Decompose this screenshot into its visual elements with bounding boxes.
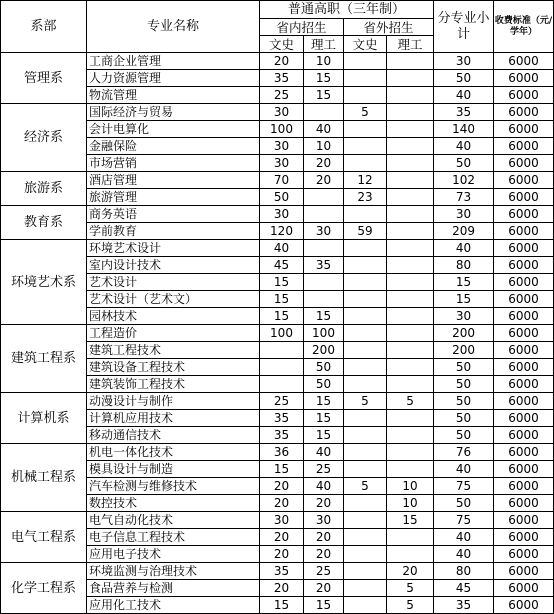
in-province-science-cell: 20 bbox=[304, 172, 344, 189]
in-province-liberal-arts-cell: 50 bbox=[260, 189, 304, 206]
major-cell: 环境监测与治理技术 bbox=[87, 563, 260, 580]
major-cell: 建筑设备工程技术 bbox=[87, 359, 260, 376]
table-row bbox=[1, 393, 554, 410]
in-province-liberal-arts-cell: 20 bbox=[260, 580, 304, 597]
in-province-science-cell: 20 bbox=[304, 495, 344, 512]
out-province-liberal-arts-cell: 59 bbox=[344, 223, 387, 240]
subtotal-cell: 80 bbox=[434, 563, 494, 580]
major-cell: 电子信息工程技术 bbox=[87, 529, 260, 546]
in-province-liberal-arts-cell: 45 bbox=[260, 257, 304, 274]
table-row bbox=[1, 53, 554, 70]
out-province-science-cell bbox=[387, 529, 434, 546]
fee-cell: 6000 bbox=[494, 342, 554, 359]
department-cell: 建筑工程系 bbox=[1, 325, 87, 393]
major-cell: 物流管理 bbox=[87, 87, 260, 104]
subtotal-cell: 75 bbox=[434, 478, 494, 495]
out-province-liberal-arts-cell bbox=[344, 376, 387, 393]
header-major-name: 专业名称 bbox=[87, 1, 260, 53]
in-province-liberal-arts-cell: 25 bbox=[260, 87, 304, 104]
in-province-science-cell: 20 bbox=[304, 155, 344, 172]
in-province-liberal-arts-cell: 30 bbox=[260, 206, 304, 223]
out-province-liberal-arts-cell: 12 bbox=[344, 172, 387, 189]
out-province-liberal-arts-cell bbox=[344, 580, 387, 597]
major-cell: 园林技术 bbox=[87, 308, 260, 325]
out-province-liberal-arts-cell bbox=[344, 325, 387, 342]
major-cell: 电气自动化技术 bbox=[87, 512, 260, 529]
out-province-liberal-arts-cell: 5 bbox=[344, 478, 387, 495]
fee-cell: 6000 bbox=[494, 546, 554, 563]
subtotal-cell: 80 bbox=[434, 257, 494, 274]
in-province-science-cell: 100 bbox=[304, 325, 344, 342]
in-province-liberal-arts-cell: 20 bbox=[260, 478, 304, 495]
subtotal-cell: 40 bbox=[434, 87, 494, 104]
out-province-science-cell: 5 bbox=[387, 597, 434, 614]
header-fee: 收费标准（元/学年） bbox=[494, 1, 554, 53]
in-province-science-cell: 15 bbox=[304, 308, 344, 325]
fee-cell: 6000 bbox=[494, 478, 554, 495]
in-province-liberal-arts-cell bbox=[260, 342, 304, 359]
in-province-science-cell: 50 bbox=[304, 359, 344, 376]
in-province-science-cell: 10 bbox=[304, 53, 344, 70]
fee-cell: 6000 bbox=[494, 461, 554, 478]
header-out-liberal-arts: 文史 bbox=[344, 36, 387, 53]
fee-cell: 6000 bbox=[494, 410, 554, 427]
subtotal-cell: 50 bbox=[434, 495, 494, 512]
out-province-liberal-arts-cell bbox=[344, 87, 387, 104]
department-cell: 化学工程系 bbox=[1, 563, 87, 614]
fee-cell: 6000 bbox=[494, 240, 554, 257]
in-province-liberal-arts-cell: 120 bbox=[260, 223, 304, 240]
department-cell: 机械工程系 bbox=[1, 444, 87, 512]
in-province-science-cell bbox=[304, 206, 344, 223]
out-province-science-cell: 20 bbox=[387, 563, 434, 580]
out-province-liberal-arts-cell bbox=[344, 461, 387, 478]
out-province-science-cell bbox=[387, 325, 434, 342]
in-province-science-cell: 15 bbox=[304, 87, 344, 104]
in-province-liberal-arts-cell: 15 bbox=[260, 274, 304, 291]
subtotal-cell: 209 bbox=[434, 223, 494, 240]
department-cell: 电气工程系 bbox=[1, 512, 87, 563]
fee-cell: 6000 bbox=[494, 427, 554, 444]
in-province-science-cell: 15 bbox=[304, 70, 344, 87]
header-program: 普通高职（三年制） bbox=[260, 1, 434, 19]
major-cell: 环境艺术设计 bbox=[87, 240, 260, 257]
major-cell: 工程造价 bbox=[87, 325, 260, 342]
subtotal-cell: 45 bbox=[434, 580, 494, 597]
subtotal-cell: 30 bbox=[434, 206, 494, 223]
fee-cell: 6000 bbox=[494, 580, 554, 597]
in-province-science-cell: 15 bbox=[304, 410, 344, 427]
major-cell: 计算机应用技术 bbox=[87, 410, 260, 427]
major-cell: 艺术设计 bbox=[87, 274, 260, 291]
in-province-science-cell: 15 bbox=[304, 597, 344, 614]
in-province-science-cell bbox=[304, 274, 344, 291]
major-cell: 市场营销 bbox=[87, 155, 260, 172]
header-in-province: 省内招生 bbox=[260, 19, 344, 36]
fee-cell: 6000 bbox=[494, 597, 554, 614]
subtotal-cell: 15 bbox=[434, 274, 494, 291]
fee-cell: 6000 bbox=[494, 53, 554, 70]
subtotal-cell: 50 bbox=[434, 70, 494, 87]
major-cell: 室内设计技术 bbox=[87, 257, 260, 274]
subtotal-cell: 35 bbox=[434, 597, 494, 614]
fee-cell: 6000 bbox=[494, 308, 554, 325]
fee-cell: 6000 bbox=[494, 529, 554, 546]
fee-cell: 6000 bbox=[494, 512, 554, 529]
fee-cell: 6000 bbox=[494, 223, 554, 240]
subtotal-cell: 30 bbox=[434, 53, 494, 70]
header-subtotal: 分专业小计 bbox=[434, 1, 494, 53]
out-province-science-cell bbox=[387, 155, 434, 172]
in-province-liberal-arts-cell: 35 bbox=[260, 70, 304, 87]
out-province-science-cell bbox=[387, 138, 434, 155]
in-province-liberal-arts-cell: 30 bbox=[260, 138, 304, 155]
out-province-science-cell bbox=[387, 70, 434, 87]
out-province-science-cell: 10 bbox=[387, 478, 434, 495]
fee-cell: 6000 bbox=[494, 495, 554, 512]
in-province-liberal-arts-cell: 30 bbox=[260, 512, 304, 529]
table-row bbox=[1, 444, 554, 461]
in-province-liberal-arts-cell: 30 bbox=[260, 155, 304, 172]
fee-cell: 6000 bbox=[494, 70, 554, 87]
out-province-liberal-arts-cell bbox=[344, 546, 387, 563]
in-province-science-cell: 40 bbox=[304, 478, 344, 495]
subtotal-cell: 40 bbox=[434, 461, 494, 478]
subtotal-cell: 50 bbox=[434, 376, 494, 393]
out-province-science-cell bbox=[387, 359, 434, 376]
subtotal-cell: 75 bbox=[434, 512, 494, 529]
major-cell: 国际经济与贸易 bbox=[87, 104, 260, 121]
out-province-liberal-arts-cell bbox=[344, 121, 387, 138]
major-cell: 模具设计与制造 bbox=[87, 461, 260, 478]
major-cell: 应用化工技术 bbox=[87, 597, 260, 614]
table-body bbox=[1, 53, 554, 614]
out-province-liberal-arts-cell bbox=[344, 274, 387, 291]
out-province-science-cell bbox=[387, 206, 434, 223]
fee-cell: 6000 bbox=[494, 444, 554, 461]
major-cell: 建筑装饰工程技术 bbox=[87, 376, 260, 393]
subtotal-cell: 40 bbox=[434, 240, 494, 257]
out-province-science-cell bbox=[387, 240, 434, 257]
in-province-science-cell: 200 bbox=[304, 342, 344, 359]
out-province-science-cell bbox=[387, 274, 434, 291]
out-province-liberal-arts-cell bbox=[344, 240, 387, 257]
out-province-liberal-arts-cell bbox=[344, 138, 387, 155]
out-province-science-cell bbox=[387, 410, 434, 427]
out-province-science-cell bbox=[387, 376, 434, 393]
in-province-liberal-arts-cell bbox=[260, 376, 304, 393]
out-province-liberal-arts-cell bbox=[344, 70, 387, 87]
fee-cell: 6000 bbox=[494, 172, 554, 189]
in-province-liberal-arts-cell: 15 bbox=[260, 308, 304, 325]
major-cell: 人力资源管理 bbox=[87, 70, 260, 87]
out-province-science-cell bbox=[387, 342, 434, 359]
out-province-science-cell bbox=[387, 427, 434, 444]
out-province-liberal-arts-cell bbox=[344, 257, 387, 274]
out-province-science-cell: 5 bbox=[387, 580, 434, 597]
fee-cell: 6000 bbox=[494, 155, 554, 172]
out-province-science-cell bbox=[387, 444, 434, 461]
in-province-liberal-arts-cell bbox=[260, 359, 304, 376]
major-cell: 工商企业管理 bbox=[87, 53, 260, 70]
header-department: 系部 bbox=[1, 1, 87, 53]
out-province-science-cell bbox=[387, 546, 434, 563]
out-province-liberal-arts-cell bbox=[344, 563, 387, 580]
department-cell: 环境艺术系 bbox=[1, 240, 87, 325]
out-province-science-cell bbox=[387, 87, 434, 104]
in-province-science-cell: 20 bbox=[304, 546, 344, 563]
major-cell: 动漫设计与制作 bbox=[87, 393, 260, 410]
subtotal-cell: 40 bbox=[434, 529, 494, 546]
major-cell: 应用电子技术 bbox=[87, 546, 260, 563]
fee-cell: 6000 bbox=[494, 121, 554, 138]
out-province-science-cell bbox=[387, 291, 434, 308]
major-cell: 会计电算化 bbox=[87, 121, 260, 138]
major-cell: 旅游管理 bbox=[87, 189, 260, 206]
in-province-science-cell: 15 bbox=[304, 427, 344, 444]
subtotal-cell: 40 bbox=[434, 546, 494, 563]
out-province-science-cell bbox=[387, 257, 434, 274]
table-row bbox=[1, 206, 554, 223]
table-row bbox=[1, 563, 554, 580]
out-province-liberal-arts-cell bbox=[344, 342, 387, 359]
in-province-liberal-arts-cell: 100 bbox=[260, 121, 304, 138]
fee-cell: 6000 bbox=[494, 189, 554, 206]
major-cell: 酒店管理 bbox=[87, 172, 260, 189]
fee-cell: 6000 bbox=[494, 376, 554, 393]
out-province-science-cell: 10 bbox=[387, 495, 434, 512]
header-out-science: 理工 bbox=[387, 36, 434, 53]
table-header bbox=[1, 1, 554, 53]
subtotal-cell: 50 bbox=[434, 155, 494, 172]
in-province-science-cell: 20 bbox=[304, 529, 344, 546]
table-row bbox=[1, 104, 554, 121]
subtotal-cell: 76 bbox=[434, 444, 494, 461]
subtotal-cell: 73 bbox=[434, 189, 494, 206]
out-province-science-cell bbox=[387, 461, 434, 478]
out-province-liberal-arts-cell bbox=[344, 444, 387, 461]
in-province-science-cell: 10 bbox=[304, 138, 344, 155]
out-province-science-cell: 15 bbox=[387, 512, 434, 529]
in-province-liberal-arts-cell: 35 bbox=[260, 563, 304, 580]
fee-cell: 6000 bbox=[494, 291, 554, 308]
in-province-liberal-arts-cell: 40 bbox=[260, 240, 304, 257]
out-province-liberal-arts-cell: 5 bbox=[344, 393, 387, 410]
out-province-liberal-arts-cell bbox=[344, 308, 387, 325]
subtotal-cell: 50 bbox=[434, 359, 494, 376]
in-province-liberal-arts-cell: 15 bbox=[260, 597, 304, 614]
subtotal-cell: 30 bbox=[434, 308, 494, 325]
subtotal-cell: 200 bbox=[434, 325, 494, 342]
in-province-liberal-arts-cell: 20 bbox=[260, 495, 304, 512]
out-province-science-cell bbox=[387, 223, 434, 240]
table-row bbox=[1, 240, 554, 257]
header-in-science: 理工 bbox=[304, 36, 344, 53]
subtotal-cell: 200 bbox=[434, 342, 494, 359]
major-cell: 建筑工程技术 bbox=[87, 342, 260, 359]
in-province-science-cell bbox=[304, 104, 344, 121]
in-province-science-cell bbox=[304, 240, 344, 257]
subtotal-cell: 50 bbox=[434, 427, 494, 444]
in-province-science-cell: 25 bbox=[304, 563, 344, 580]
fee-cell: 6000 bbox=[494, 206, 554, 223]
in-province-liberal-arts-cell: 20 bbox=[260, 53, 304, 70]
table-row bbox=[1, 512, 554, 529]
in-province-science-cell: 35 bbox=[304, 257, 344, 274]
fee-cell: 6000 bbox=[494, 138, 554, 155]
subtotal-cell: 140 bbox=[434, 121, 494, 138]
out-province-science-cell bbox=[387, 189, 434, 206]
department-cell: 经济系 bbox=[1, 104, 87, 172]
in-province-science-cell: 20 bbox=[304, 580, 344, 597]
in-province-liberal-arts-cell: 70 bbox=[260, 172, 304, 189]
out-province-liberal-arts-cell bbox=[344, 529, 387, 546]
out-province-liberal-arts-cell bbox=[344, 155, 387, 172]
major-cell: 汽车检测与维修技术 bbox=[87, 478, 260, 495]
in-province-liberal-arts-cell: 35 bbox=[260, 410, 304, 427]
out-province-liberal-arts-cell bbox=[344, 206, 387, 223]
department-cell: 计算机系 bbox=[1, 393, 87, 444]
in-province-liberal-arts-cell: 100 bbox=[260, 325, 304, 342]
fee-cell: 6000 bbox=[494, 274, 554, 291]
header-in-liberal-arts: 文史 bbox=[260, 36, 304, 53]
department-cell: 管理系 bbox=[1, 53, 87, 104]
fee-cell: 6000 bbox=[494, 393, 554, 410]
major-cell: 金融保险 bbox=[87, 138, 260, 155]
out-province-science-cell bbox=[387, 53, 434, 70]
in-province-liberal-arts-cell: 35 bbox=[260, 427, 304, 444]
out-province-science-cell: 5 bbox=[387, 393, 434, 410]
table-row bbox=[1, 325, 554, 342]
fee-cell: 6000 bbox=[494, 359, 554, 376]
in-province-science-cell: 40 bbox=[304, 121, 344, 138]
in-province-liberal-arts-cell: 20 bbox=[260, 529, 304, 546]
in-province-science-cell: 30 bbox=[304, 223, 344, 240]
out-province-liberal-arts-cell bbox=[344, 597, 387, 614]
in-province-science-cell bbox=[304, 291, 344, 308]
out-province-liberal-arts-cell: 5 bbox=[344, 104, 387, 121]
in-province-liberal-arts-cell: 25 bbox=[260, 393, 304, 410]
in-province-science-cell bbox=[304, 189, 344, 206]
in-province-science-cell: 30 bbox=[304, 512, 344, 529]
fee-cell: 6000 bbox=[494, 257, 554, 274]
major-cell: 食品营养与检测 bbox=[87, 580, 260, 597]
out-province-liberal-arts-cell bbox=[344, 53, 387, 70]
header-out-province: 省外招生 bbox=[344, 19, 434, 36]
department-cell: 教育系 bbox=[1, 206, 87, 240]
subtotal-cell: 40 bbox=[434, 138, 494, 155]
major-cell: 艺术设计（艺术文） bbox=[87, 291, 260, 308]
fee-cell: 6000 bbox=[494, 87, 554, 104]
in-province-liberal-arts-cell: 36 bbox=[260, 444, 304, 461]
out-province-liberal-arts-cell bbox=[344, 427, 387, 444]
fee-cell: 6000 bbox=[494, 563, 554, 580]
major-cell: 数控技术 bbox=[87, 495, 260, 512]
out-province-liberal-arts-cell bbox=[344, 359, 387, 376]
subtotal-cell: 50 bbox=[434, 410, 494, 427]
out-province-liberal-arts-cell bbox=[344, 291, 387, 308]
out-province-liberal-arts-cell bbox=[344, 410, 387, 427]
out-province-liberal-arts-cell bbox=[344, 512, 387, 529]
in-province-liberal-arts-cell: 20 bbox=[260, 546, 304, 563]
out-province-science-cell bbox=[387, 104, 434, 121]
department-cell: 旅游系 bbox=[1, 172, 87, 206]
in-province-liberal-arts-cell: 30 bbox=[260, 104, 304, 121]
in-province-science-cell: 50 bbox=[304, 376, 344, 393]
fee-cell: 6000 bbox=[494, 104, 554, 121]
out-province-liberal-arts-cell: 23 bbox=[344, 189, 387, 206]
in-province-liberal-arts-cell: 15 bbox=[260, 291, 304, 308]
major-cell: 机电一体化技术 bbox=[87, 444, 260, 461]
table-row bbox=[1, 172, 554, 189]
subtotal-cell: 50 bbox=[434, 393, 494, 410]
subtotal-cell: 15 bbox=[434, 291, 494, 308]
in-province-science-cell: 40 bbox=[304, 444, 344, 461]
major-cell: 商务英语 bbox=[87, 206, 260, 223]
major-cell: 移动通信技术 bbox=[87, 427, 260, 444]
subtotal-cell: 35 bbox=[434, 104, 494, 121]
fee-cell: 6000 bbox=[494, 325, 554, 342]
out-province-liberal-arts-cell bbox=[344, 495, 387, 512]
out-province-science-cell bbox=[387, 121, 434, 138]
out-province-science-cell bbox=[387, 308, 434, 325]
in-province-science-cell: 15 bbox=[304, 393, 344, 410]
major-cell: 学前教育 bbox=[87, 223, 260, 240]
subtotal-cell: 102 bbox=[434, 172, 494, 189]
in-province-science-cell: 25 bbox=[304, 461, 344, 478]
in-province-liberal-arts-cell: 15 bbox=[260, 461, 304, 478]
out-province-science-cell bbox=[387, 172, 434, 189]
